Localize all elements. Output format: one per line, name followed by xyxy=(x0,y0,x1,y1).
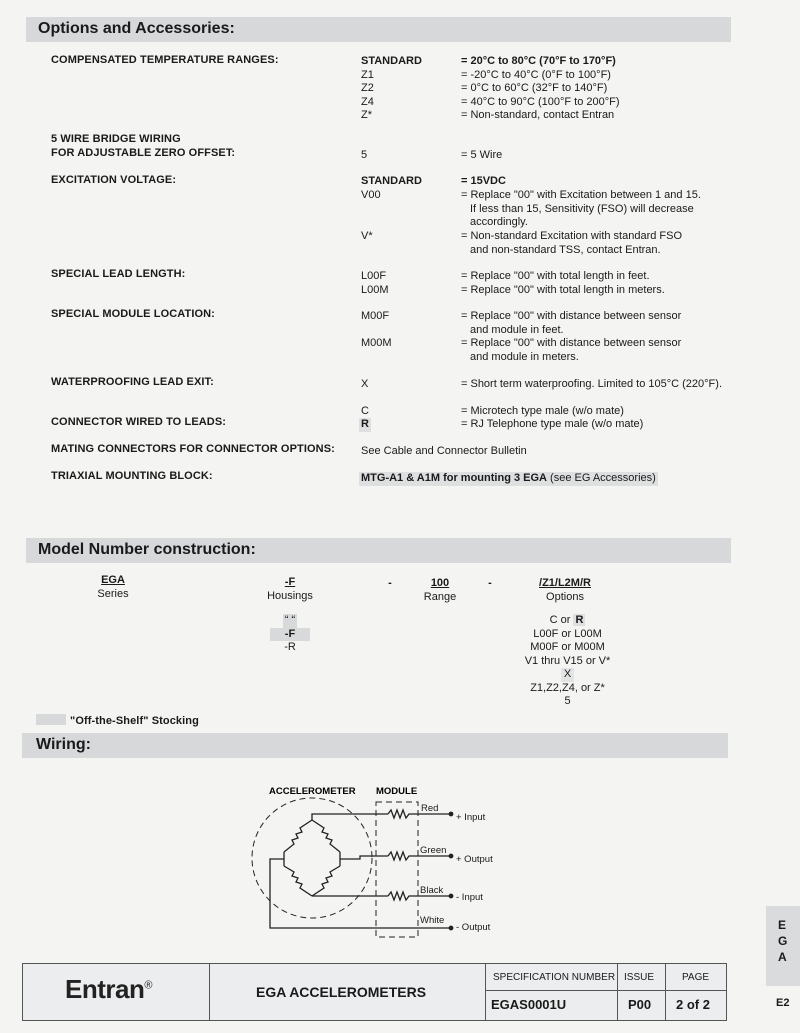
temp-desc: = 0°C to 60°C (32°F to 140°F) xyxy=(461,82,608,94)
series-column xyxy=(83,574,143,601)
wiring-diagram xyxy=(240,780,520,945)
module-outline xyxy=(376,802,418,937)
mating-label: MATING CONNECTORS FOR CONNECTOR OPTIONS: xyxy=(51,443,335,455)
cell-divider xyxy=(618,990,666,991)
range-column xyxy=(415,577,465,604)
desc-line: = Replace "00" with distance between sensor xyxy=(461,337,682,349)
issue-head: ISSUE xyxy=(624,972,655,983)
wire-signal-label: - Input xyxy=(456,892,483,903)
side-tab-code: E2 xyxy=(776,997,790,1009)
triaxial-desc-bold: MTG-A1 & A1M for mounting 3 EGA xyxy=(361,472,547,484)
wire-lines xyxy=(270,810,450,928)
options-item: Z1,Z2,Z4, or Z* xyxy=(530,681,605,694)
issue-cell xyxy=(617,964,666,1020)
options-item: L00F or L00M xyxy=(533,627,602,640)
section-side-tab xyxy=(766,906,800,986)
excitation-v00-desc xyxy=(461,189,701,230)
excitation-std-code: STANDARD xyxy=(361,175,422,187)
connector-desc-1: = Microtech type male (w/o mate) xyxy=(461,405,624,417)
excitation-std-desc: = 15VDC xyxy=(461,175,506,187)
desc-line: If less than 15, Sensitivity (FSO) will decrease xyxy=(470,202,694,215)
excitation-v00-code: V00 xyxy=(361,189,381,201)
wire-terminals xyxy=(449,812,454,931)
module-location-label: SPECIAL MODULE LOCATION: xyxy=(51,308,215,320)
page-head: PAGE xyxy=(682,972,710,983)
options-code: /Z1/L2M/R xyxy=(539,577,591,589)
options-item: V1 thru V15 or V* xyxy=(524,654,611,667)
brand-name: Entran xyxy=(65,974,145,1004)
wire-color-label: Red xyxy=(421,803,439,814)
triaxial-desc-rest: (see EG Accessories) xyxy=(546,472,656,484)
options-column xyxy=(520,577,610,604)
temp-codes xyxy=(361,55,422,123)
desc-line: = Replace "00" with Excitation between 1 and 15. xyxy=(461,189,701,201)
side-tab-letter: G xyxy=(778,934,788,948)
wire-signal-label: + Input xyxy=(456,812,486,823)
temp-desc: = Non-standard, contact Entran xyxy=(461,109,615,121)
module-label: MODULE xyxy=(376,786,418,797)
wire-color-label: White xyxy=(420,915,445,926)
page-cell xyxy=(665,964,727,1020)
temp-code: Z1 xyxy=(361,68,374,81)
bridge-code: 5 xyxy=(361,149,368,161)
series-code: EGA xyxy=(101,574,125,586)
waterproof-desc: = Short term waterproofing. Limited to 105°C (220°F). xyxy=(461,378,722,390)
housing-item: -F xyxy=(270,628,310,642)
temp-descs xyxy=(461,55,620,123)
lead-codes xyxy=(361,270,389,297)
bridge-label-2: FOR ADJUSTABLE ZERO OFFSET: xyxy=(51,147,236,159)
wire-signal-label: - Output xyxy=(456,922,491,933)
accelerometer-label: ACCELEROMETER xyxy=(269,786,356,797)
module-desc-2 xyxy=(461,337,681,364)
desc-line: accordingly. xyxy=(470,216,528,228)
dash-separator: - xyxy=(388,577,392,589)
triaxial-desc xyxy=(359,472,658,486)
spec-value: EGAS0001U xyxy=(491,997,567,1012)
stocking-note: "Off-the-Shelf" Stocking xyxy=(70,715,199,727)
dash-separator: - xyxy=(488,577,492,589)
range-label: Range xyxy=(423,590,457,603)
waterproof-code: X xyxy=(361,378,369,390)
desc-line: and module in feet. xyxy=(470,323,564,336)
desc-line: = Non-standard Excitation with standard FSO xyxy=(461,230,683,242)
options-item: X xyxy=(561,668,574,682)
lead-descs xyxy=(461,270,665,297)
series-label: Series xyxy=(97,587,129,600)
registered-mark: ® xyxy=(144,979,152,992)
housing-column xyxy=(258,576,322,603)
range-code: 100 xyxy=(430,577,450,589)
waterproof-label: WATERPROOFING LEAD EXIT: xyxy=(51,376,214,388)
module-code-1: M00F xyxy=(361,310,390,322)
spec-cell xyxy=(485,964,618,1020)
housing-list xyxy=(270,614,310,655)
bridge-desc: = 5 Wire xyxy=(461,149,503,161)
options-item: 5 xyxy=(564,695,571,707)
connector-desc-2: = RJ Telephone type male (w/o mate) xyxy=(461,418,644,430)
cell-divider xyxy=(486,990,618,991)
connector-code-2: R xyxy=(361,418,369,430)
mating-desc: See Cable and Connector Bulletin xyxy=(361,445,527,457)
lead-length-label: SPECIAL LEAD LENGTH: xyxy=(51,268,186,280)
side-tab-letter: A xyxy=(778,950,787,964)
temp-desc: = -20°C to 40°C (0°F to 100°F) xyxy=(461,68,611,81)
desc-line: = Replace "00" with distance between sensor xyxy=(461,310,682,322)
temp-code: Z4 xyxy=(361,95,374,108)
page-value: 2 of 2 xyxy=(676,997,710,1012)
brand-logo xyxy=(65,974,152,1005)
temp-code: Z2 xyxy=(361,82,374,94)
model-section-title: Model Number construction: xyxy=(38,541,256,558)
wiring-header-bar xyxy=(22,733,728,758)
options-item: M00F or M00M xyxy=(530,641,605,653)
highlight-r: R xyxy=(575,614,584,626)
wire-color-label: Black xyxy=(420,885,444,896)
issue-value: P00 xyxy=(628,997,652,1012)
housing-code: -F xyxy=(284,576,296,588)
bridge-label-1: 5 WIRE BRIDGE WIRING xyxy=(51,133,181,145)
temp-code: STANDARD xyxy=(361,55,422,67)
temp-desc: = 20°C to 80°C (70°F to 170°F) xyxy=(461,55,616,67)
cell-divider xyxy=(666,990,727,991)
lead-code: L00F xyxy=(361,270,387,282)
temp-ranges-label: COMPENSATED TEMPERATURE RANGES: xyxy=(51,54,279,66)
excitation-vstar-code: V* xyxy=(361,230,373,242)
lead-desc: = Replace "00" with total length in feet. xyxy=(461,270,650,282)
title-block xyxy=(22,963,727,1021)
options-label: Options xyxy=(546,590,584,603)
desc-line: and module in meters. xyxy=(470,350,579,363)
options-list xyxy=(505,614,630,709)
housing-item: -R xyxy=(284,641,296,653)
spec-head: SPECIFICATION NUMBER xyxy=(493,972,616,983)
wiring-section-title: Wiring: xyxy=(36,736,91,753)
connector-code-1: C xyxy=(361,405,369,417)
side-tab-letter: E xyxy=(778,918,787,932)
triaxial-label: TRIAXIAL MOUNTING BLOCK: xyxy=(51,470,213,482)
lead-code: L00M xyxy=(361,283,389,296)
options-section-title: Options and Accessories: xyxy=(38,20,235,37)
product-cell xyxy=(209,964,486,1020)
lead-desc: = Replace "00" with total length in meters. xyxy=(461,283,665,296)
product-name: EGA ACCELEROMETERS xyxy=(256,984,427,1000)
module-desc-1 xyxy=(461,310,681,337)
housing-item: “ “ xyxy=(284,614,296,626)
temp-desc: = 40°C to 90°C (100°F to 200°F) xyxy=(461,95,620,108)
housing-label: Housings xyxy=(267,589,313,602)
desc-line: and non-standard TSS, contact Entran. xyxy=(470,243,661,256)
module-code-2: M00M xyxy=(361,337,392,349)
excitation-label: EXCITATION VOLTAGE: xyxy=(51,174,177,186)
wire-signal-label: + Output xyxy=(456,854,493,865)
excitation-vstar-desc xyxy=(461,230,682,257)
connector-label: CONNECTOR WIRED TO LEADS: xyxy=(51,416,227,428)
temp-code: Z* xyxy=(361,109,372,121)
options-item: C or R xyxy=(549,614,584,626)
stocking-swatch xyxy=(36,714,66,725)
wire-color-label: Green xyxy=(420,845,447,856)
bridge-circuit xyxy=(284,820,340,896)
